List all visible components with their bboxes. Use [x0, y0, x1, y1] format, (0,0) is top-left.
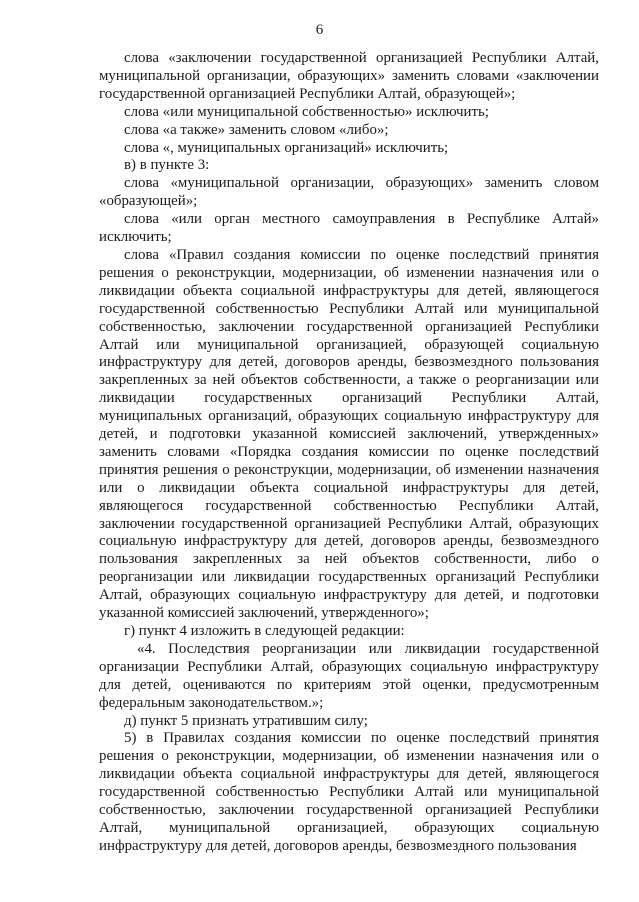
paragraph: слова «Правил создания комиссии по оценке последствий принятия решения о реконструкции, модернизации, об изменении назначения или о ликвидации объекта социальной инфраструктуры для детей, являющегося государственной собственностью Республики Алтай или муниципальной собственностью, заключении государственной организацией Республики Алтай или муниципальной организацией, образующей социальную инфраструктуру для детей, договоров аренды, безвозмездного пользования закрепленных за ней объектов собственности, а также о реорганизации или ликвидации государственных организаций Республики Алтай, муниципальных организаций, образующих социальную инфраструктуру для детей, и подготовки указанной комиссией заключений, утвержденных» заменить словами «Порядка создания комиссии по оценке последствий принятия решения о реконструкции, модернизации, об изменении назначения или о ликвидации объекта социальной инфраструктуры для детей, являющегося государственной собственностью Республики Алтай, заключении государственной организацией Республики Алтай, образующих социальную инфраструктуру для детей, договоров аренды, безвозмездного пользования закрепленных за ней объектов собственности, либо о реорганизации или ликвидации государственных организаций Республики Алтай, образующих социальную инфраструктуру для детей, и подготовки указанной комиссией заключений, утвержденного»; [99, 246, 599, 622]
paragraph: в) в пункте 3: [124, 157, 210, 174]
paragraph: 5) в Правилах создания комиссии по оценке последствий принятия решения о реконструкции, модернизации, об изменении назначения или о ликвидации объекта социальной инфраструктуры для детей, являющегося государственной собственностью Республики Алтай или муниципальной собственностью, заключении государственной организацией Республики Алтай, муниципальной организацией, образующих социальную инфраструктуру для детей, договоров аренды, безвозмездного пользования [99, 730, 599, 854]
paragraph: слова «или муниципальной собственностью» исключить; [124, 103, 489, 120]
document-body [99, 50, 599, 856]
paragraph: д) пункт 5 признать утратившим силу; [124, 712, 368, 729]
paragraph: слова «муниципальной организации, образующих» заменить словом «образующей»; [99, 175, 599, 210]
quoted-paragraph: «4. Последствия реорганизации или ликвидации государственной организации Республики Алтай, образующих социальную инфраструктуру для детей, оцениваются по критериям этой оценки, предусмотренным федеральным законодательством.»; [99, 640, 599, 711]
page-number: 6 [315, 22, 324, 38]
paragraph: слова «а также» заменить словом «либо»; [124, 121, 389, 138]
paragraph: слова «или орган местного самоуправления в Республике Алтай» исключить; [99, 211, 599, 246]
paragraph: слова «, муниципальных организаций» исключить; [124, 139, 449, 156]
paragraph: слова «заключении государственной организацией Республики Алтай, муниципальной организации, образующих» заменить словами «заключении государственной организацией Республики Алтай, образующей»; [99, 50, 599, 102]
paragraph: г) пункт 4 изложить в следующей редакции: [124, 623, 405, 639]
